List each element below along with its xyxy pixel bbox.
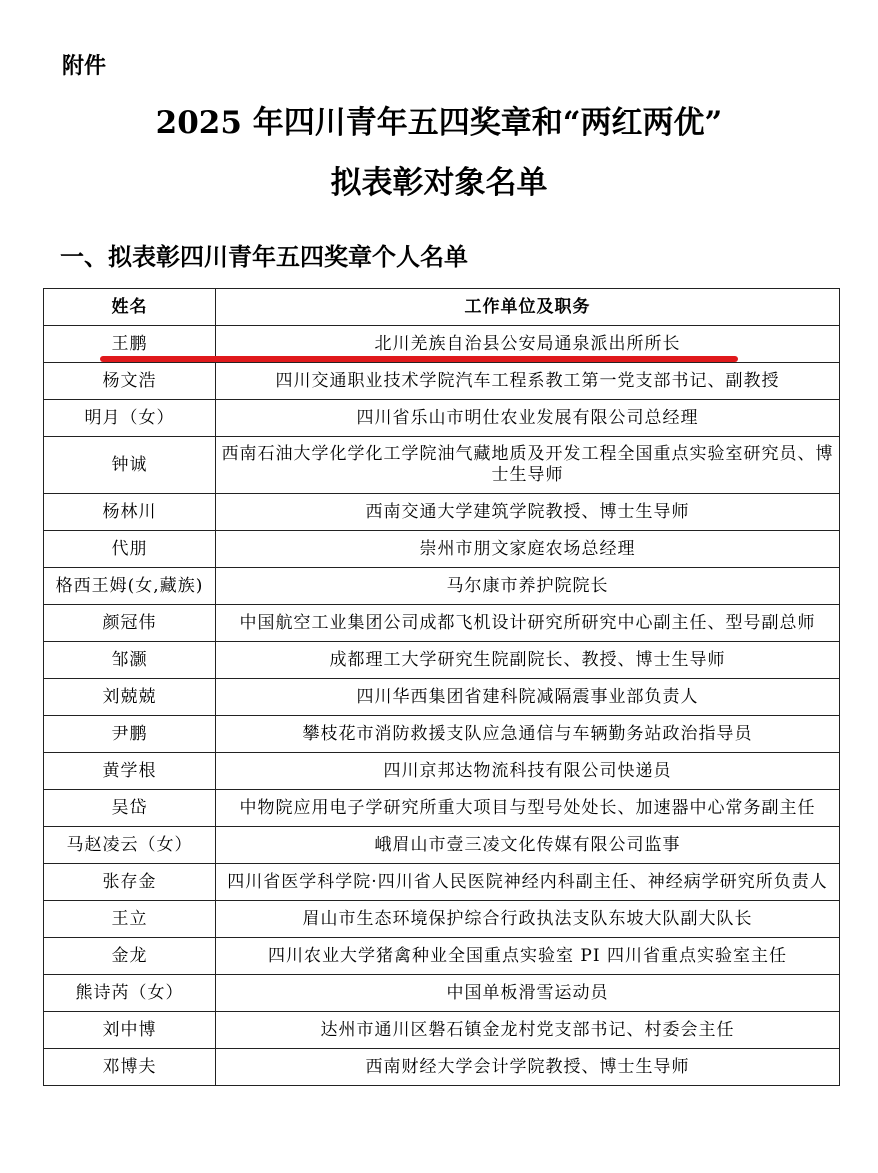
table-row — [44, 938, 840, 975]
table-row — [44, 363, 840, 400]
name-cell: 王鹏 — [44, 326, 216, 363]
table-row — [44, 790, 840, 827]
red-underline-annotation — [100, 356, 738, 362]
position-cell: 西南财经大学会计学院教授、博士生导师 — [216, 1049, 840, 1086]
position-cell: 西南石油大学化学化工学院油气藏地质及开发工程全国重点实验室研究员、博士生导师 — [216, 437, 840, 494]
table-row — [44, 531, 840, 568]
position-cell: 眉山市生态环境保护综合行政执法支队东坡大队副大队长 — [216, 901, 840, 938]
awardee-table — [43, 288, 840, 1086]
name-cell: 邹灏 — [44, 642, 216, 679]
document-title-line2: 拟表彰对象名单 — [330, 165, 548, 201]
name-cell: 张存金 — [44, 864, 216, 901]
name-cell: 刘兢兢 — [44, 679, 216, 716]
attachment-label: 附件 — [62, 54, 107, 79]
position-cell: 四川农业大学猪禽种业全国重点实验室 PI 四川省重点实验室主任 — [216, 938, 840, 975]
name-cell: 黄学根 — [44, 753, 216, 790]
table-row — [44, 716, 840, 753]
section-heading: 一、拟表彰四川青年五四奖章个人名单 — [60, 243, 468, 271]
table-row — [44, 400, 840, 437]
name-cell: 杨林川 — [44, 494, 216, 531]
table-row — [44, 568, 840, 605]
position-cell: 中国航空工业集团公司成都飞机设计研究所研究中心副主任、型号副总师 — [216, 605, 840, 642]
name-cell: 尹鹏 — [44, 716, 216, 753]
position-cell: 崇州市朋文家庭农场总经理 — [216, 531, 840, 568]
table-row — [44, 1012, 840, 1049]
table-row — [44, 679, 840, 716]
position-cell: 四川省医学科学院·四川省人民医院神经内科副主任、神经病学研究所负责人 — [216, 864, 840, 901]
name-cell: 王立 — [44, 901, 216, 938]
name-cell: 马赵凌云（女） — [44, 827, 216, 864]
table-row — [44, 437, 840, 494]
position-cell: 北川羌族自治县公安局通泉派出所所长 — [216, 326, 840, 363]
position-cell: 峨眉山市壹三凌文化传媒有限公司监事 — [216, 827, 840, 864]
position-cell: 四川交通职业技术学院汽车工程系教工第一党支部书记、副教授 — [216, 363, 840, 400]
position-cell: 中国单板滑雪运动员 — [216, 975, 840, 1012]
table-row — [44, 975, 840, 1012]
header-name: 姓名 — [44, 289, 216, 326]
header-position: 工作单位及职务 — [216, 289, 840, 326]
position-cell: 西南交通大学建筑学院教授、博士生导师 — [216, 494, 840, 531]
position-cell: 四川华西集团省建科院减隔震事业部负责人 — [216, 679, 840, 716]
document-title-line1: 2025 年四川青年五四奖章和“两红两优” — [155, 105, 723, 141]
name-cell: 熊诗芮（女） — [44, 975, 216, 1012]
name-cell: 代朋 — [44, 531, 216, 568]
name-cell: 钟诚 — [44, 437, 216, 494]
name-cell: 明月（女） — [44, 400, 216, 437]
name-cell: 格西王姆(女,藏族) — [44, 568, 216, 605]
table-row — [44, 605, 840, 642]
table-row — [44, 901, 840, 938]
position-cell: 成都理工大学研究生院副院长、教授、博士生导师 — [216, 642, 840, 679]
position-cell: 中物院应用电子学研究所重大项目与型号处处长、加速器中心常务副主任 — [216, 790, 840, 827]
name-cell: 金龙 — [44, 938, 216, 975]
name-cell: 刘中博 — [44, 1012, 216, 1049]
table-row — [44, 864, 840, 901]
table-row — [44, 642, 840, 679]
name-cell: 邓博夫 — [44, 1049, 216, 1086]
name-cell: 颜冠伟 — [44, 605, 216, 642]
table-row — [44, 827, 840, 864]
name-cell: 吴岱 — [44, 790, 216, 827]
position-cell: 四川京邦达物流科技有限公司快递员 — [216, 753, 840, 790]
name-cell: 杨文浩 — [44, 363, 216, 400]
table-header-row — [44, 289, 840, 326]
table-row — [44, 494, 840, 531]
table-row — [44, 753, 840, 790]
position-cell: 达州市通川区磐石镇金龙村党支部书记、村委会主任 — [216, 1012, 840, 1049]
position-cell: 马尔康市养护院院长 — [216, 568, 840, 605]
position-cell: 攀枝花市消防救援支队应急通信与车辆勤务站政治指导员 — [216, 716, 840, 753]
position-cell: 四川省乐山市明仕农业发展有限公司总经理 — [216, 400, 840, 437]
table-row — [44, 1049, 840, 1086]
